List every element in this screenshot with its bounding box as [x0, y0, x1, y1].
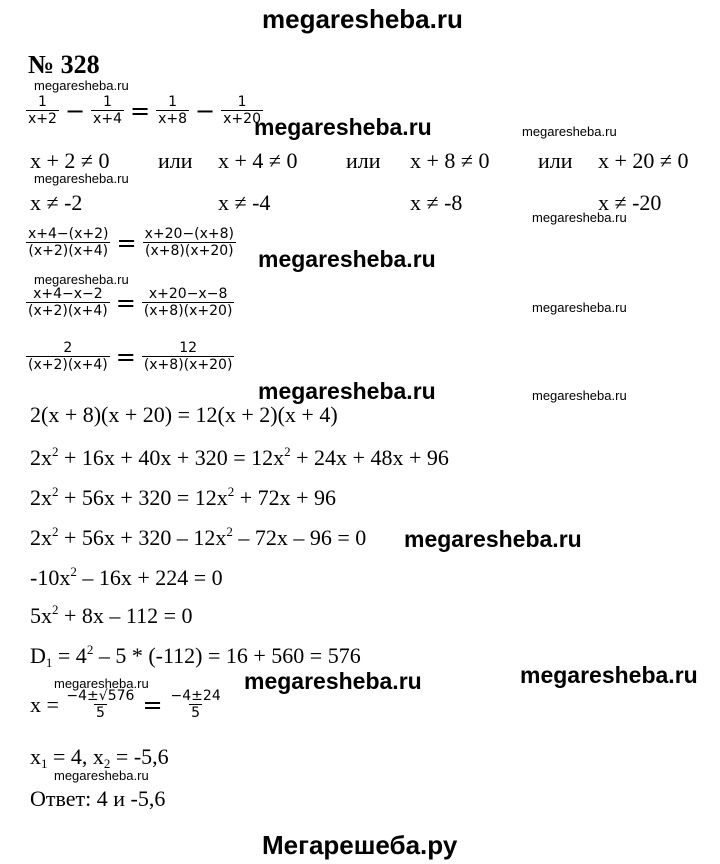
or-word: или [346, 148, 381, 173]
restriction-2: x ≠ -4 [218, 190, 271, 215]
small-watermark: megaresheba.ru [54, 676, 149, 691]
small-watermark: megaresheba.ru [54, 768, 149, 783]
roots-line: $x_1 = 4$, $x_2 = -5,6$ [30, 744, 169, 771]
small-watermark: megaresheba.ru [34, 171, 129, 186]
line-4: $2x^2 + 56x + 320 - 12x^2 - 72x - 96 = 0$ [30, 524, 367, 550]
footer-watermark: Мегарешеба.ру [262, 830, 458, 860]
original-equation: $\frac{1}{x+2}$ − $\frac{1}{x+4}$ = $\frac{1}{x+8}$ − $\frac{1}{x+20}$ [28, 94, 261, 127]
step-2-equation: $\frac{x+4-(x+2)}{(x+2)(x+4)}$ = $\frac{x+20-(x+8)}{(x+8)(x+20)}$ [28, 226, 235, 259]
line-6: $5x^2 + 8x - 112 = 0$ [30, 602, 193, 628]
line-5: $-10x^2 - 16x + 224 = 0$ [30, 564, 223, 590]
step-3-equation: $\frac{x+4-x-2}{(x+2)(x+4)}$ = $\frac{x+20-x-8}{(x+8)(x+20)}$ [28, 286, 233, 319]
discriminant-line: $D_1 = 4^2 - 5 * (-112) = 16 + 560 = 576$ [30, 642, 361, 670]
small-watermark: megaresheba.ru [34, 272, 129, 287]
line-2: $2x^2 + 16x + 40x + 320 = 12x^2 + 24x + 48x + 96$ [30, 444, 449, 470]
header-watermark: megaresheba.ru [262, 4, 463, 34]
problem-number: № 328 [28, 50, 100, 79]
small-watermark: megaresheba.ru [522, 124, 617, 139]
or-word: или [158, 148, 193, 173]
big-watermark: megaresheba.ru [254, 114, 432, 140]
condition-1: x + 2 ≠ 0 [30, 148, 110, 173]
line-3: $2x^2 + 56x + 320 = 12x^2 + 72x + 96$ [30, 484, 337, 510]
small-watermark: megaresheba.ru [532, 210, 627, 225]
step-4-equation: $\frac{2}{(x+2)(x+4)}$ = $\frac{12}{(x+8)(x+20)}$ [28, 340, 233, 373]
restriction-4: x ≠ -20 [598, 190, 662, 215]
answer: Ответ: 4 и -5,6 [30, 786, 166, 811]
condition-4: x + 20 ≠ 0 [598, 148, 689, 173]
restriction-1: x ≠ -2 [30, 190, 83, 215]
or-word: или [538, 148, 573, 173]
big-watermark: megaresheba.ru [520, 662, 698, 688]
big-watermark: megaresheba.ru [244, 668, 422, 694]
restriction-3: x ≠ -8 [410, 190, 463, 215]
line-1: 2(x + 8)(x + 20) = 12(x + 2)(x + 4) [30, 402, 338, 427]
roots-formula: x = $\frac{-4\pm√576}{5}$ = $\frac{-4\pm 24}{5}$ [30, 688, 221, 721]
small-watermark: megaresheba.ru [532, 300, 627, 315]
big-watermark: megaresheba.ru [258, 378, 436, 404]
big-watermark: megaresheba.ru [404, 526, 582, 552]
small-watermark: megaresheba.ru [532, 388, 627, 403]
condition-3: x + 8 ≠ 0 [410, 148, 490, 173]
small-watermark: megaresheba.ru [34, 78, 129, 93]
condition-2: x + 4 ≠ 0 [218, 148, 298, 173]
big-watermark: megaresheba.ru [258, 246, 436, 272]
